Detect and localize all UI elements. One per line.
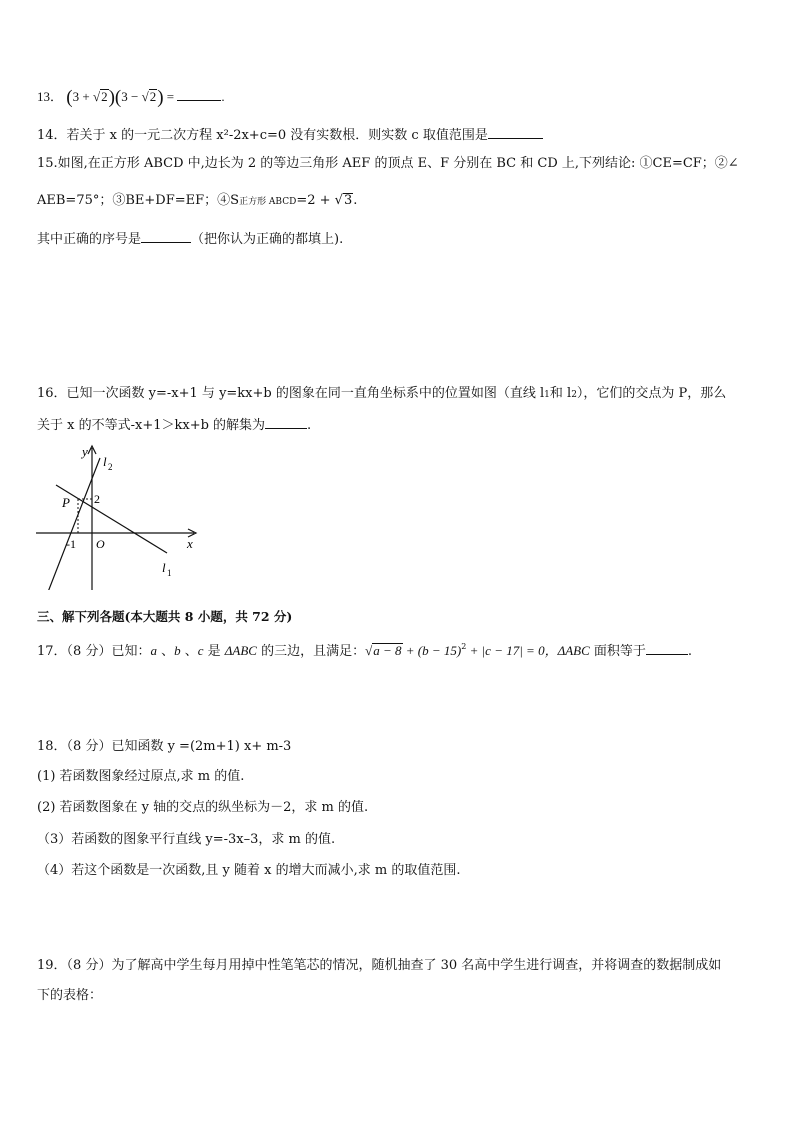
period: .: [307, 418, 312, 433]
question-text: 和 l: [549, 386, 572, 401]
var-c: c: [197, 643, 204, 658]
question-text: 18．（8 分）已知函数 y =(2m+1) x+ m-3: [37, 739, 292, 754]
tick-label-2: 2: [94, 492, 100, 506]
question-text: AEB=75°；③BE+DF=EF；④S: [37, 193, 240, 208]
var-a: a: [150, 643, 157, 658]
triangle-symbol: ΔABC: [557, 643, 590, 658]
question-text: 是: [203, 644, 225, 659]
question-19-line-2: [37, 986, 102, 1006]
question-text: 下的表格：: [37, 988, 103, 1003]
radicand: 2: [101, 89, 108, 104]
question-15-line-2: AEB=75°；③BE+DF=EF；④S正方形 ABCD=2 + √3.: [37, 193, 358, 208]
question-18-part-1: [37, 767, 244, 787]
expression: + (b − 15): [402, 643, 462, 658]
question-19-line-1: [37, 956, 721, 976]
y-axis-label: y: [82, 444, 88, 459]
separator: 、: [156, 644, 175, 659]
triangle-symbol: ΔABC: [224, 643, 257, 658]
exponent: 2: [461, 642, 467, 651]
expr-part: 3 +: [72, 89, 93, 104]
question-text: 15.如图,在正方形 ABCD 中,边长为 2 的等边三角形 AEF 的顶点 E、F 分别在 BC 和 CD 上,下列结论: ①CE=CF；②∠: [37, 156, 739, 171]
question-15-line-3: [37, 228, 343, 250]
answer-blank[interactable]: [141, 228, 191, 243]
question-18-part-2: [37, 798, 368, 818]
point-p-label: P: [62, 495, 70, 510]
question-text: 17．（8 分）已知：: [37, 644, 151, 659]
period: .: [353, 193, 358, 208]
period: .: [221, 89, 225, 104]
answer-blank[interactable]: [646, 640, 688, 655]
l1-subscript: 1: [167, 568, 172, 578]
x-axis-label: x: [187, 536, 193, 551]
question-16-line-1: [37, 384, 726, 405]
question-number: 13．: [37, 89, 64, 104]
question-14: [37, 124, 543, 146]
question-18-part-3: [37, 830, 335, 850]
question-text: 面积等于: [589, 644, 646, 659]
l2-subscript: 2: [108, 462, 113, 472]
question-text: 14．若关于 x 的一元二次方程 x²-2x+c=0 没有实数根．则实数 c 取值范围是: [37, 128, 488, 143]
radicand: 3: [343, 193, 353, 208]
question-18-part-4: [37, 861, 460, 881]
subscript: 正方形 ABCD: [239, 197, 297, 207]
tick-label-neg1: -1: [66, 537, 76, 551]
expression: + |c − 17| = 0，: [466, 643, 558, 658]
question-text: 其中正确的序号是: [37, 232, 142, 247]
equals: =: [163, 89, 178, 104]
expr-part: 3 −: [121, 89, 142, 104]
question-text: 16．已知一次函数 y=-x+1 与 y=kx+b 的图象在同一直角坐标系中的位置如图（直线 l: [37, 386, 545, 401]
separator: 、: [180, 644, 198, 659]
question-17: 17．（8 分）已知：a 、b 、c 是 ΔABC 的三边，且满足：$√a - 8 + (b - 15)^2 + |c - 17| = 0$，ΔABC 面积等于 .: [37, 642, 693, 659]
origin-label: O: [96, 537, 105, 551]
question-text: 19．（8 分）为了解高中学生每月用掉中性笔笔芯的情况，随机抽查了 30 名高中学生进行调查，并将调查的数据制成如: [37, 958, 722, 973]
section-3-title: [37, 607, 292, 627]
answer-blank[interactable]: [488, 124, 543, 139]
question-text: =2 +: [296, 193, 335, 208]
radicand: 2: [149, 89, 157, 104]
question-part: (1) 若函数图象经过原点,求 m 的值.: [37, 769, 245, 784]
subscript: 1: [544, 390, 550, 400]
subscript: 2: [571, 390, 577, 400]
period: .: [687, 644, 693, 659]
question-text: 的三边，且满足：: [256, 644, 366, 659]
question-part: （4）若这个函数是一次函数,且 y 随着 x 的增大而减小,求 m 的取值范围.: [37, 863, 461, 878]
question-13: 13． (3 + √2)(3 − √2) = .: [37, 87, 225, 108]
question-part: (2) 若函数图象在 y 轴的交点的纵坐标为－2，求 m 的值.: [37, 800, 369, 815]
answer-blank[interactable]: [177, 86, 221, 101]
question-18-title: [37, 737, 291, 757]
coordinate-graph: [30, 440, 210, 590]
question-16-line-2: [37, 414, 311, 436]
question-text: （把你认为正确的都填上).: [191, 232, 344, 247]
l2-label: l: [103, 454, 107, 469]
l1-label: l: [162, 560, 166, 575]
question-text: 关于 x 的不等式-x+1＞kx+b 的解集为: [37, 418, 266, 433]
answer-blank[interactable]: [265, 414, 307, 429]
question-text: ），它们的交点为 P，那么: [576, 386, 727, 401]
question-15-line-1: [37, 154, 739, 174]
var-b: b: [174, 643, 181, 658]
question-part: （3）若函数的图象平行直线 y=-3x–3，求 m 的值.: [37, 832, 336, 847]
radicand: a − 8: [373, 643, 402, 658]
section-title: 三、解下列各题(本大题共 8 小题，共 72 分): [37, 609, 293, 624]
